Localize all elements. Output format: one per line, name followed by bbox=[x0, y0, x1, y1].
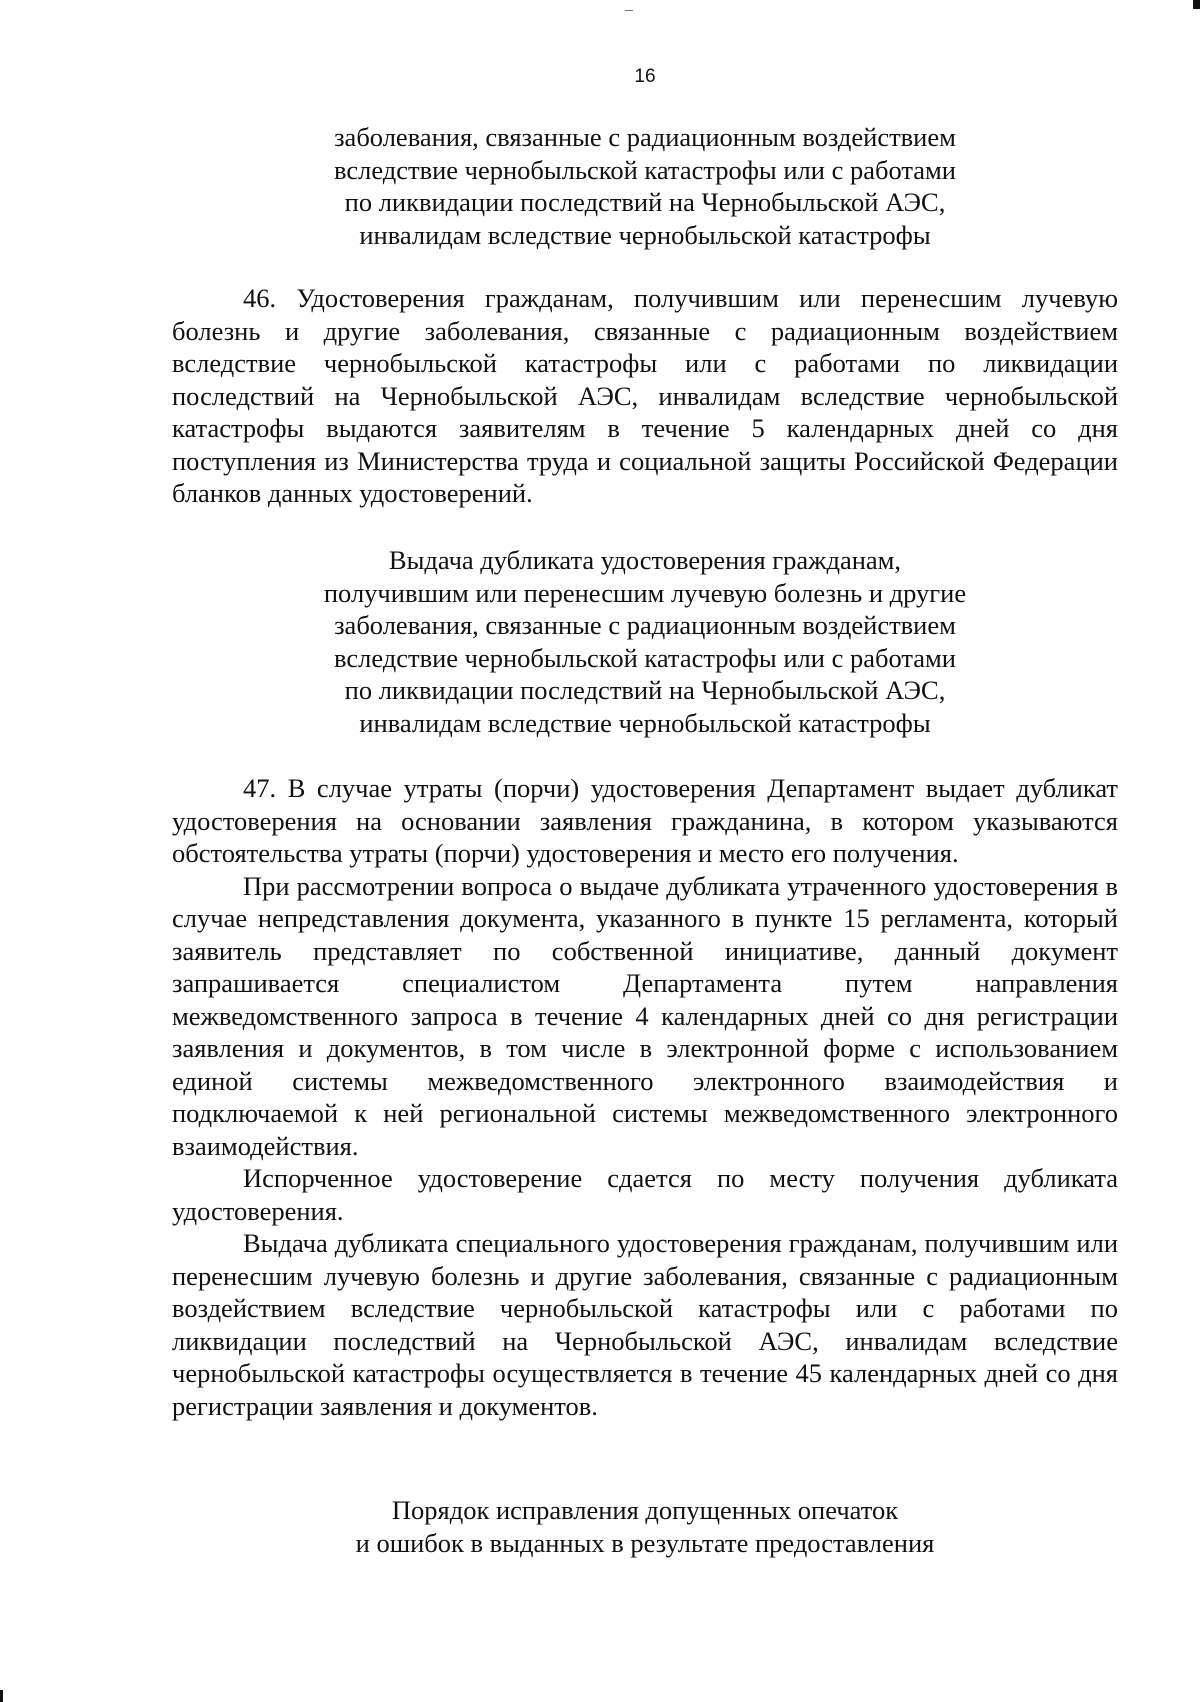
paragraph-text: При рассмотрении вопроса о выдаче дубликата утраченного удостоверения в случае непредставления документа, указанного в пункте 15 регламента, который заявитель представляет по собственной инициативе, данный документ запрашивается специалистом Департамента путем направления межведомственного запроса в течение 4 календарных дней со дня регистрации заявления и документов, в том числе в электронной форме с использованием единой системы межведомственного электронного взаимодействия и подключаемой к ней региональной системы межведомственного электронного взаимодействия. bbox=[172, 870, 1118, 1161]
heading-line: вследствие чернобыльской катастрофы или с работами bbox=[334, 642, 956, 673]
heading-line: по ликвидации последствий на Чернобыльской АЭС, bbox=[344, 187, 946, 217]
paragraph-text: Выдача дубликата специального удостоверения гражданам, получившим или перенесшим лучевую болезнь и другие заболевания, связанные с радиационным воздействием вследствие чернобыльской катастрофы или с работами по ликвидации последствий на Чернобыльской АЭС, инвалидам вследствие чернобыльской катастрофы осуществляется в течение 45 календарных дней со дня регистрации заявления и документов. bbox=[172, 1228, 1118, 1421]
section-heading-corrections bbox=[172, 1494, 1118, 1559]
heading-line: инвалидам вследствие чернобыльской катастрофы bbox=[359, 707, 931, 738]
paragraph-47 bbox=[172, 772, 1118, 1422]
heading-line: вследствие чернобыльской катастрофы или с работами bbox=[334, 154, 956, 185]
scan-artifact bbox=[0, 1690, 3, 1702]
section-heading-duplicate bbox=[172, 544, 1118, 739]
paragraph-46 bbox=[172, 282, 1118, 510]
paragraph-text: 47. В случае утраты (порчи) удостоверения Департамент выдает дубликат удостоверения на основании заявления гражданина, в котором указываются обстоятельства утраты (порчи) удостоверения и место его получения. bbox=[172, 773, 1118, 868]
heading-line: заболевания, связанные с радиационным воздействием bbox=[334, 122, 956, 152]
page-number: 16 bbox=[634, 66, 656, 87]
section-heading-continued bbox=[172, 121, 1118, 251]
heading-line: инвалидам вследствие чернобыльской катастрофы bbox=[359, 219, 931, 250]
heading-line: Выдача дубликата удостоверения гражданам, bbox=[388, 545, 902, 575]
paragraph-text: Испорченное удостоверение сдается по месту получения дубликата удостоверения. bbox=[172, 1163, 1118, 1226]
heading-line: и ошибок в выданных в результате предоставления bbox=[355, 1527, 935, 1558]
scan-artifact bbox=[625, 10, 633, 11]
scan-artifact bbox=[1193, 0, 1200, 9]
heading-line: получившим или перенесшим лучевую болезнь и другие bbox=[323, 577, 967, 608]
heading-line: Порядок исправления допущенных опечаток bbox=[391, 1495, 899, 1525]
heading-line: по ликвидации последствий на Чернобыльской АЭС, bbox=[344, 675, 946, 705]
paragraph-text: 46. Удостоверения гражданам, получившим или перенесшим лучевую болезнь и другие заболевания, связанные с радиационным воздействием вследствие чернобыльской катастрофы или с работами по ликвидации последствий на Чернобыльской АЭС, инвалидам вследствие чернобыльской катастрофы выдаются заявителям в течение 5 календарных дней со дня поступления из Министерства труда и социальной защиты Российской Федерации бланков данных удостоверений. bbox=[172, 283, 1118, 508]
heading-line: заболевания, связанные с радиационным воздействием bbox=[334, 610, 956, 640]
